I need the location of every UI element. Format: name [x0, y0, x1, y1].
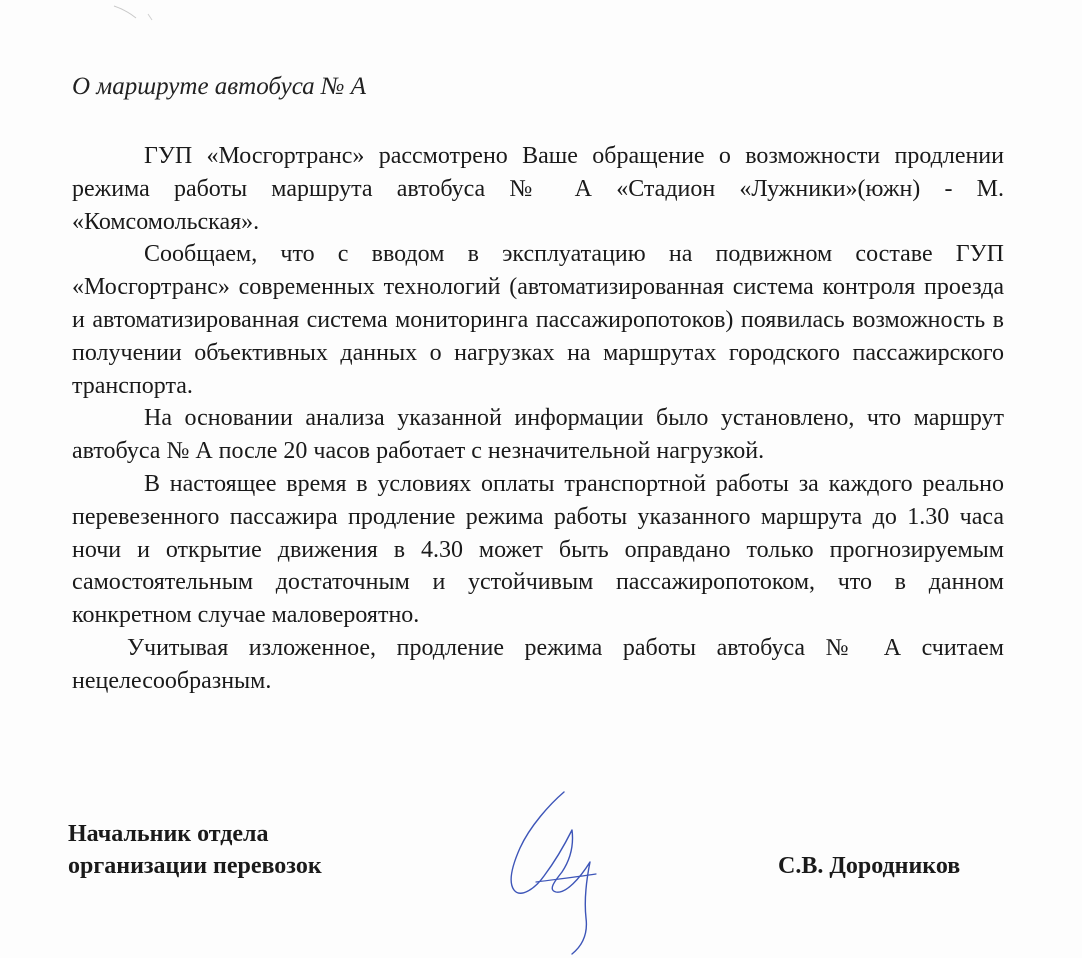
- paragraph-technology: Сообщаем, что с вводом в эксплуатацию на подвижном составе ГУП «Мосгортранс» современных технологий (автоматизированная система контроля проезда и автоматизированная система мониторинга пассажиропотоков) появилась возможность в получении объективных данных о нагрузках на маршрутах городского пассажирского транспорта.: [72, 241, 1004, 399]
- handwritten-signature: [500, 786, 630, 958]
- letter-subject: О маршруте автобуса № А: [72, 73, 367, 100]
- letter-body: [72, 140, 1004, 698]
- signatory-name: С.В. Дородников: [778, 853, 961, 879]
- paragraph-request: ГУП «Мосгортранс» рассмотрено Ваше обращение о возможности продлении режима работы маршрута автобуса № А «Стадион «Лужники»(южн) - М. «Комсомольская».: [72, 143, 1004, 235]
- paper-mark-icon: [110, 0, 170, 30]
- paragraph-conclusion: Учитывая изложенное, продление режима работы автобуса № А считаем нецелесообразным.: [72, 634, 1004, 694]
- paragraph-analysis: На основании анализа указанной информации было установлено, что маршрут автобуса № А после 20 часов работает с незначительной нагрузкой.: [72, 405, 1004, 465]
- signatory-position: [68, 818, 322, 882]
- position-line-2: организации перевозок: [68, 853, 322, 879]
- paragraph-conditions: В настоящее время в условиях оплаты транспортной работы за каждого реально перевезенного пассажира продление режима работы указанного маршрута до 1.30 часа ночи и открытие движения в 4.30 может быть оправдано только прогнозируемым самостоятельным достаточным и устойчивым пассажиропотоком, что в данном конкретном случае маловероятно.: [72, 470, 1004, 629]
- position-line-1: Начальник отдела: [68, 821, 269, 847]
